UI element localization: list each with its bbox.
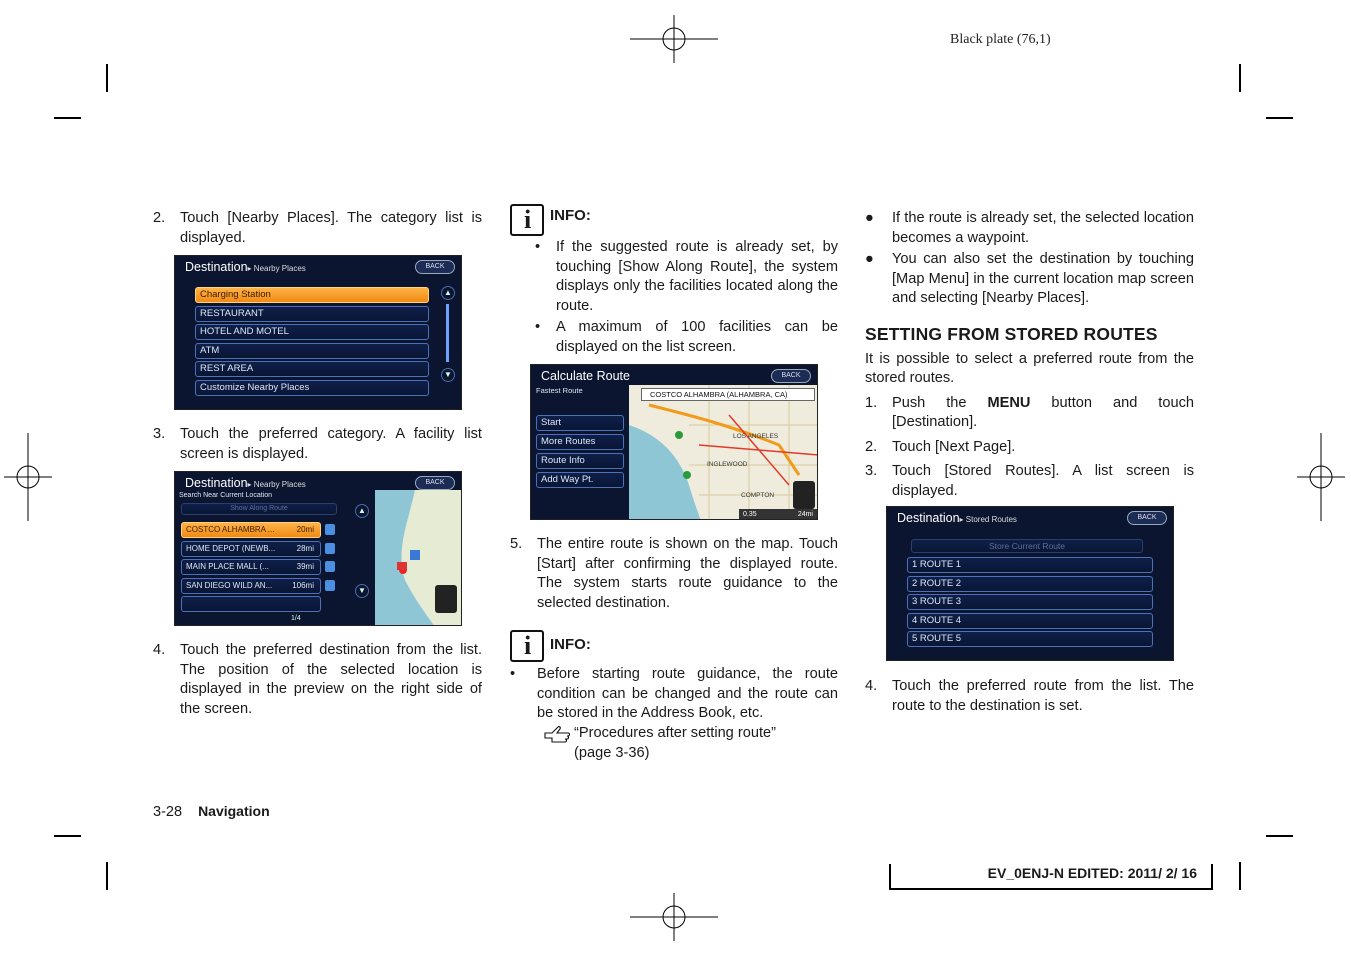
info-icon: i xyxy=(510,204,544,236)
edition-box: EV_0ENJ-N EDITED: 2011/ 2/ 16 xyxy=(889,864,1213,890)
scroll-up-icon[interactable]: ▲ xyxy=(441,286,455,300)
route-action-button[interactable]: Route Info xyxy=(536,453,624,469)
route-map[interactable] xyxy=(629,385,818,520)
screenshot-nearby-places xyxy=(174,255,462,410)
stored-route-item[interactable]: 2 ROUTE 2 xyxy=(907,576,1153,592)
stored-route-item[interactable]: 4 ROUTE 4 xyxy=(907,613,1153,629)
store-current-route-button[interactable]: Store Current Route xyxy=(911,539,1143,553)
facility-name: COSTCO ALHAMBRA ... xyxy=(186,525,275,534)
cross-reference[interactable]: “Procedures after setting route” xyxy=(510,724,838,744)
screen-title: Destination▸ Nearby Places xyxy=(185,476,306,490)
scrollbar[interactable] xyxy=(446,304,449,362)
crop-mark xyxy=(54,117,81,119)
crop-mark xyxy=(1266,835,1293,837)
list-item[interactable]: ATM xyxy=(195,343,429,359)
info-icon[interactable] xyxy=(325,561,335,572)
stored-route-item[interactable]: 5 ROUTE 5 xyxy=(907,631,1153,647)
section-name: Navigation xyxy=(198,803,270,819)
back-button[interactable]: BACK xyxy=(415,476,455,490)
screen-title: Destination▸ Stored Routes xyxy=(897,511,1017,525)
list-item[interactable]: REST AREA xyxy=(195,361,429,377)
info-block-2 xyxy=(510,630,838,763)
show-along-route-button[interactable]: Show Along Route xyxy=(181,503,337,515)
list-item[interactable] xyxy=(181,559,321,575)
info-heading: i INFO: xyxy=(510,630,838,662)
route-action-button[interactable]: Add Way Pt. xyxy=(536,472,624,488)
list-item[interactable] xyxy=(181,522,321,538)
crop-mark xyxy=(1239,64,1241,92)
screen-title: Calculate Route xyxy=(541,369,630,383)
info-icon[interactable] xyxy=(325,524,335,535)
list-item[interactable] xyxy=(181,578,321,594)
info-bullet: • If the suggested route is already set, by touching [Show Along Route], the system displays only the facilities located along the route. xyxy=(535,239,838,314)
registration-mark-right xyxy=(1297,433,1345,521)
bullet-item: ● If the route is already set, the selected location becomes a waypoint. xyxy=(865,210,1194,246)
destination-label: COSTCO ALHAMBRA (ALHAMBRA, CA) xyxy=(641,388,815,401)
screenshot-stored-routes xyxy=(886,506,1174,661)
crop-mark xyxy=(106,64,108,92)
back-button[interactable]: BACK xyxy=(415,260,455,274)
zoom-icon[interactable] xyxy=(435,585,457,613)
scroll-up-icon[interactable]: ▲ xyxy=(355,504,369,518)
scroll-down-icon[interactable]: ▼ xyxy=(441,368,455,382)
registration-mark-top xyxy=(630,15,718,63)
crop-mark xyxy=(1266,117,1293,119)
stored-route-item[interactable]: 3 ROUTE 3 xyxy=(907,594,1153,610)
route-action-button[interactable]: Start xyxy=(536,415,624,431)
page-number: 3-28 xyxy=(153,804,183,820)
list-item[interactable]: Charging Station xyxy=(195,287,429,303)
info-icon[interactable] xyxy=(325,543,335,554)
info-icon: i xyxy=(510,630,544,662)
screenshot-facility-list xyxy=(174,471,462,626)
step-3: 3. Touch the preferred category. A facility list screen is displayed. xyxy=(153,426,482,462)
step-2: 2. Touch [Nearby Places]. The category list is displayed. xyxy=(153,210,482,246)
facility-distance: 39mi xyxy=(296,562,314,571)
column-3 xyxy=(865,209,1194,501)
facility-distance: 106mi xyxy=(292,580,314,590)
step-2: 2. Touch [Next Page]. xyxy=(865,438,1016,455)
registration-mark-bottom xyxy=(630,893,718,941)
column-2b xyxy=(510,535,838,613)
scroll-down-icon[interactable]: ▼ xyxy=(355,584,369,598)
screenshot-calculate-route xyxy=(530,364,818,520)
column-1 xyxy=(153,209,482,248)
preview-map[interactable] xyxy=(375,490,462,626)
page-indicator: 1/4 xyxy=(291,615,301,622)
facility-name: HOME DEPOT (NEWB... xyxy=(186,543,276,553)
step-5: 5. The entire route is shown on the map. Touch [Start] after confirming the displayed route. The system starts route guidance to the selected destination. xyxy=(510,536,838,611)
crop-mark xyxy=(1239,862,1241,890)
section-heading: SETTING FROM STORED ROUTES xyxy=(865,323,1158,344)
facility-name: SAN DIEGO WILD AN... xyxy=(186,580,273,590)
step-1: 1. Push the MENU button and touch [Destination]. xyxy=(865,394,1194,430)
destination-flag-icon xyxy=(410,550,420,560)
info-bullet: • Before starting route guidance, the route condition can be changed and the route can be stored in the Address Book, etc. xyxy=(510,666,838,721)
route-type-label: Fastest Route xyxy=(536,386,583,395)
facility-distance: 28mi xyxy=(296,543,314,553)
back-button[interactable]: BACK xyxy=(1127,511,1167,525)
cross-reference-page: (page 3-36) xyxy=(574,744,650,761)
crop-mark xyxy=(54,835,81,837)
step-4: 4. Touch the preferred destination from the list. The position of the selected location is displayed in the preview on the right side of the screen. xyxy=(153,642,482,717)
info-block-1 xyxy=(510,204,838,357)
map-place-label: INGLEWOOD xyxy=(707,461,748,468)
list-item-empty[interactable] xyxy=(181,596,321,612)
list-item[interactable]: Customize Nearby Places xyxy=(195,380,429,396)
back-button[interactable]: BACK xyxy=(771,369,811,383)
pointing-hand-icon xyxy=(543,726,571,744)
column-3b xyxy=(865,677,1194,716)
route-action-button[interactable]: More Routes xyxy=(536,434,624,450)
column-1b xyxy=(153,425,482,464)
info-icon[interactable] xyxy=(325,580,335,591)
plate-label: Black plate (76,1) xyxy=(950,32,1051,47)
step-4: 4. Touch the preferred route from the list. The route to the destination is set. xyxy=(865,678,1194,714)
info-heading: i INFO: xyxy=(510,204,838,236)
search-label: Search Near Current Location xyxy=(179,492,272,499)
info-bullet: • A maximum of 100 facilities can be displayed on the list screen. xyxy=(535,319,838,355)
facility-distance: 20mi xyxy=(296,525,314,534)
list-item[interactable] xyxy=(181,541,321,557)
list-item[interactable]: RESTAURANT xyxy=(195,306,429,322)
crop-mark xyxy=(106,862,108,890)
bullet-item: ● You can also set the destination by touching [Map Menu] in the current location map screen and selecting [Nearby Places]. xyxy=(865,251,1194,306)
zoom-icon[interactable] xyxy=(793,481,815,509)
facility-name: MAIN PLACE MALL (... xyxy=(186,562,269,571)
list-item[interactable]: HOTEL AND MOTEL xyxy=(195,324,429,340)
scale-bar: 0.35 24mi xyxy=(739,509,817,520)
intro-paragraph: It is possible to select a preferred route from the stored routes. xyxy=(865,350,1194,386)
step-3: 3. Touch [Stored Routes]. A list screen is displayed. xyxy=(865,463,1194,499)
screen-title: Destination▸ Nearby Places xyxy=(185,260,306,274)
registration-mark-left xyxy=(4,433,52,521)
page-footer xyxy=(153,803,270,820)
column-1c xyxy=(153,641,482,719)
map-place-label: LOS ANGELES xyxy=(733,433,779,440)
route-map-graphic xyxy=(629,385,818,520)
map-place-label: COMPTON xyxy=(741,492,775,499)
stored-route-item[interactable]: 1 ROUTE 1 xyxy=(907,557,1153,573)
